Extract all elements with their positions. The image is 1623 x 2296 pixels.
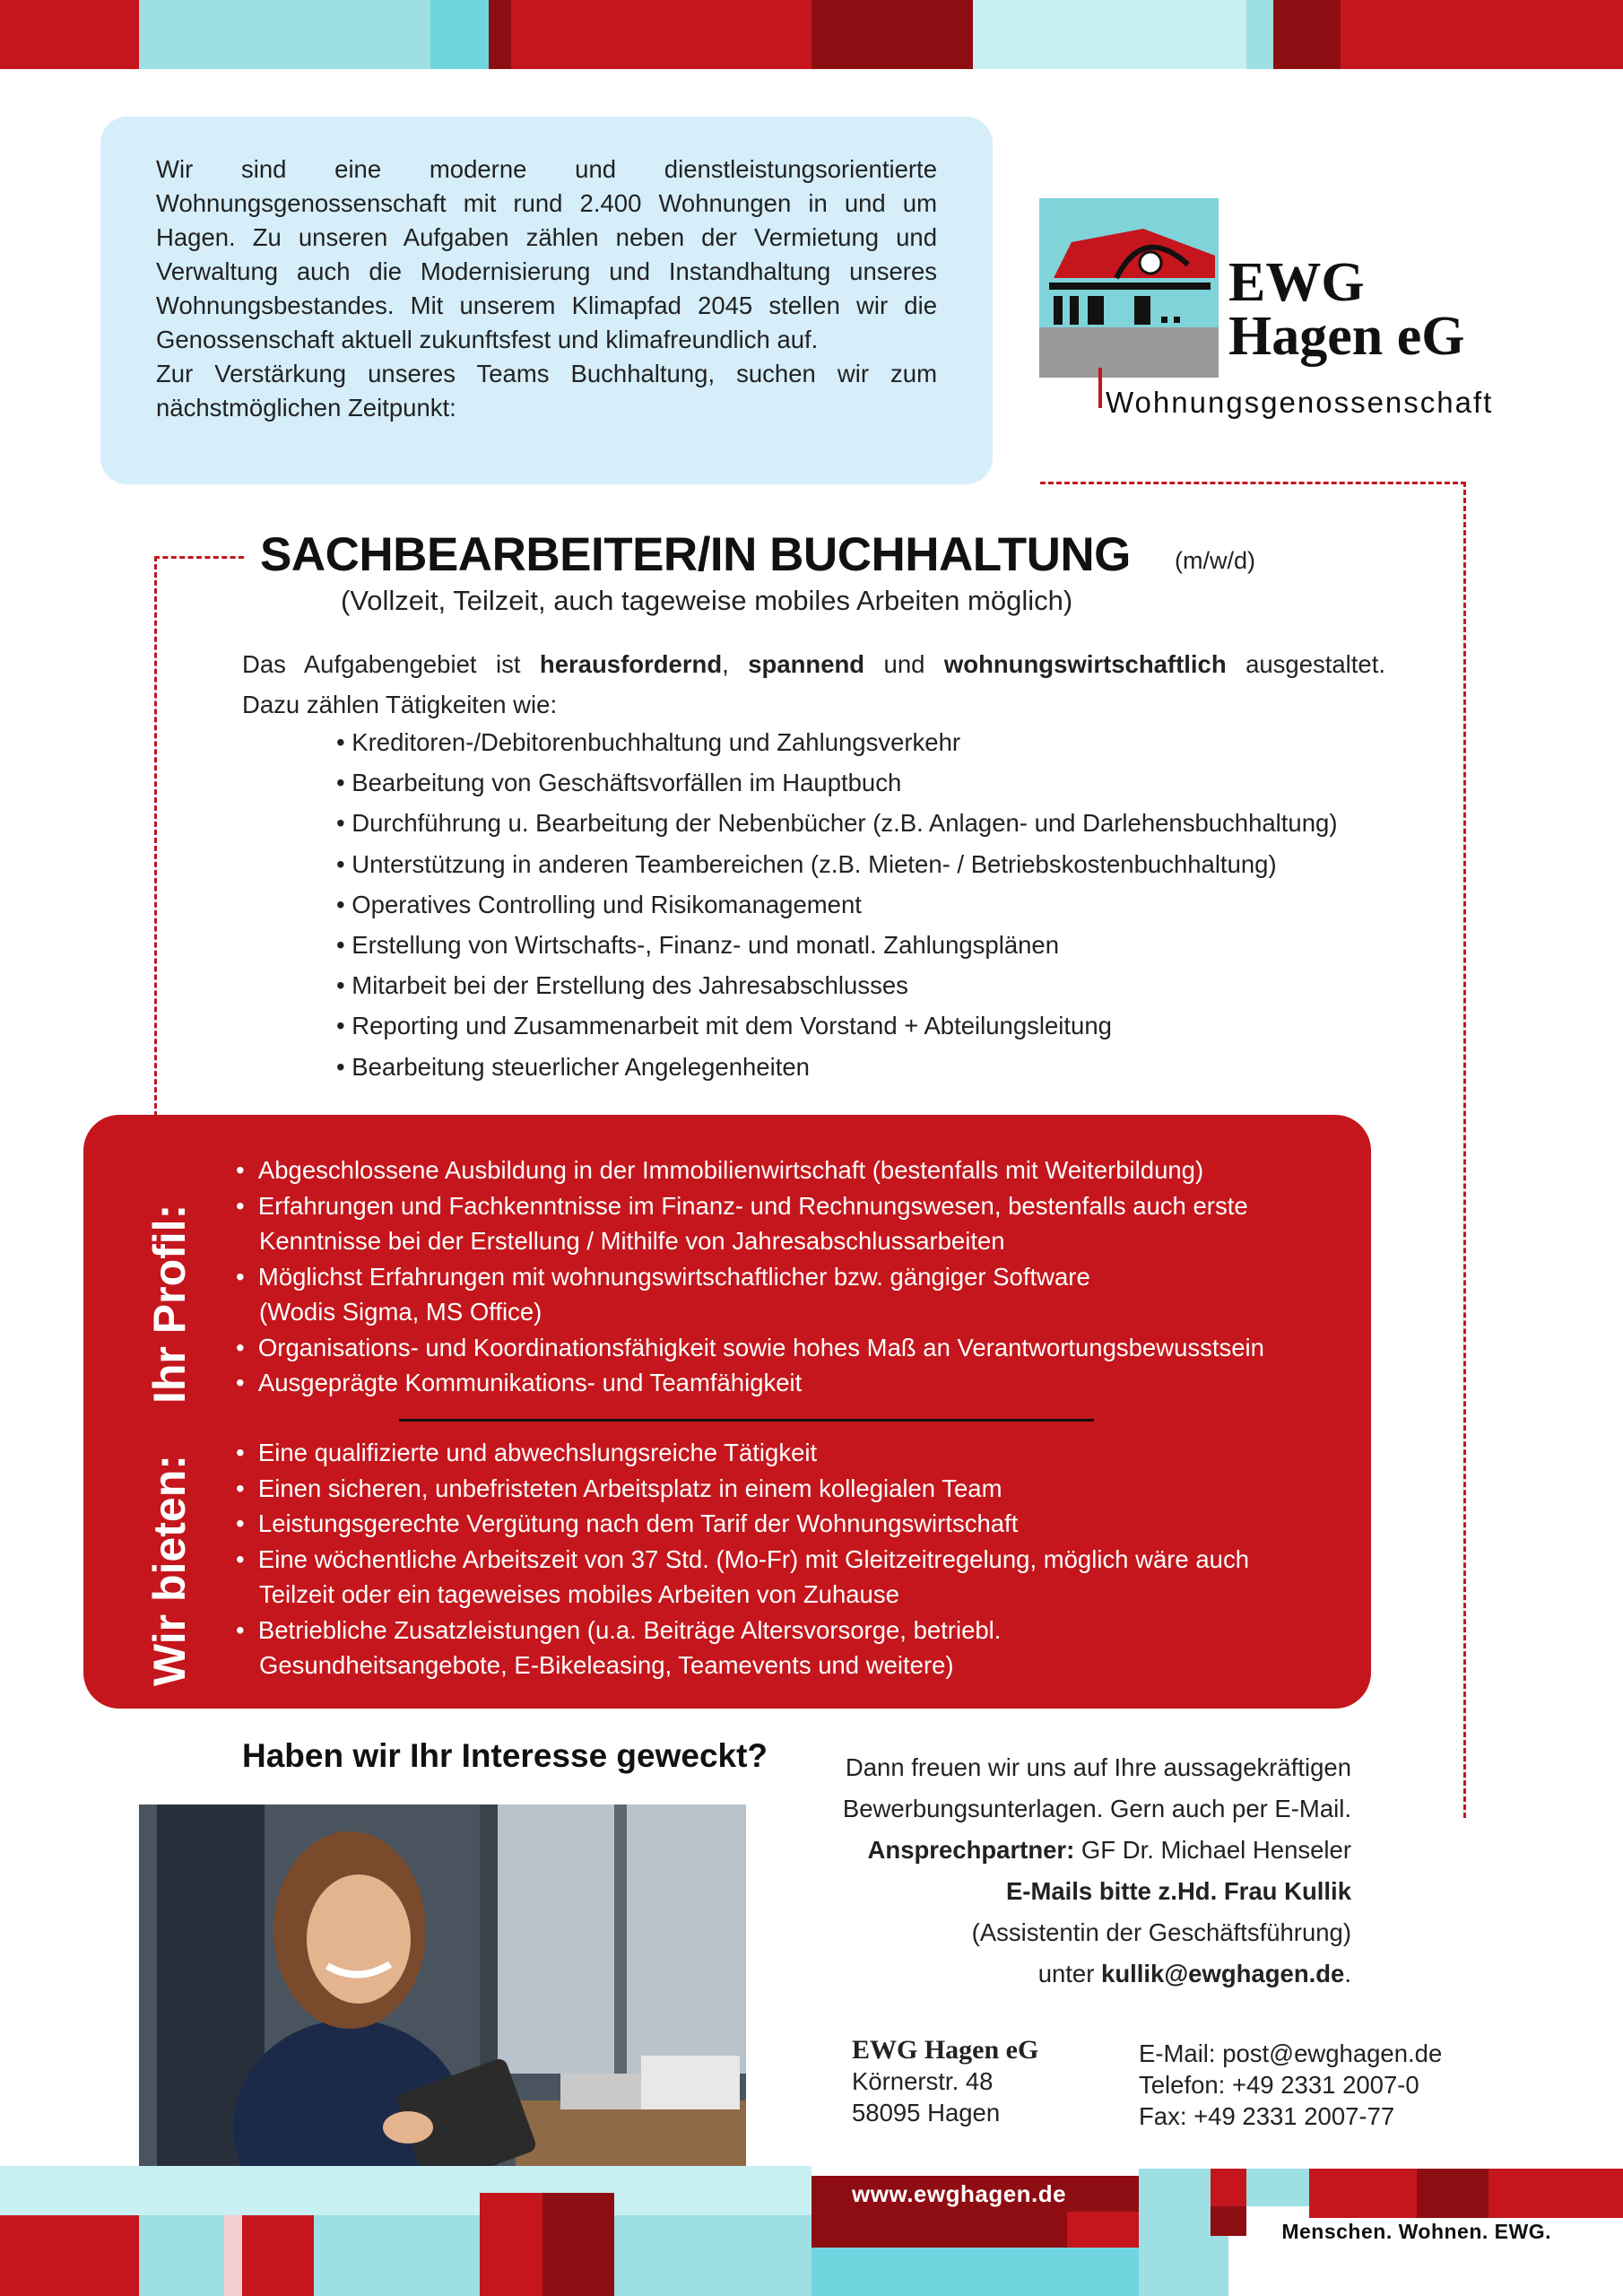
task-item: • Kreditoren-/Debitorenbuchhaltung und Zahlungsverkehr bbox=[336, 722, 1337, 762]
profile-item: • Erfahrungen und Fachkenntnisse im Finanz- und Rechnungswesen, bestenfalls auch erste Kenntnisse bei der Erstellung / Mithilfe von Jahresabschlussarbeiten bbox=[236, 1188, 1276, 1259]
website-link[interactable]: www.ewghagen.de bbox=[812, 2176, 1139, 2212]
contact-email-line bbox=[777, 1953, 1351, 1995]
task-item: • Bearbeitung steuerlicher Angelegenheiten bbox=[336, 1047, 1337, 1087]
offer-list bbox=[236, 1435, 1294, 1683]
building-logo-graphic bbox=[1036, 193, 1224, 399]
logo-accent-bar bbox=[1098, 368, 1102, 408]
logo-name-line2: Hagen eG bbox=[1228, 306, 1465, 367]
offer-label: Wir bieten: bbox=[144, 1455, 195, 1686]
profile-label: Ihr Profil: bbox=[144, 1204, 195, 1404]
frame-dash-top-right bbox=[1040, 482, 1466, 484]
address-email[interactable]: E-Mail: post@ewghagen.de bbox=[1139, 2039, 1443, 2067]
intro-call: Zur Verstärkung unseres Teams Buchhaltung, suchen wir zum nächstmöglichen Zeitpunkt: bbox=[156, 360, 937, 422]
frame-dash-right bbox=[1463, 482, 1466, 1818]
frame-dash-top-left bbox=[154, 556, 244, 559]
contact-name: GF Dr. Michael Henseler bbox=[1074, 1836, 1351, 1864]
tasks-intro-emph-2: spannend bbox=[748, 650, 865, 678]
communication-block bbox=[1139, 2038, 1442, 2132]
logo-name-line1: EWG bbox=[1228, 252, 1365, 313]
address-fax: Fax: +49 2331 2007-77 bbox=[1139, 2102, 1395, 2130]
emails-to: E-Mails bitte z.Hd. Frau Kullik bbox=[1005, 1877, 1351, 1905]
photo-illustration bbox=[139, 1805, 746, 2194]
address-block bbox=[852, 2034, 1038, 2128]
offer-item: • Eine qualifizierte und abwechslungsreiche Tätigkeit bbox=[236, 1435, 1294, 1471]
tasks-intro-line2: Dazu zählen Tätigkeiten wie: bbox=[242, 691, 558, 718]
tasks-intro bbox=[242, 644, 1385, 725]
job-title-suffix: (m/w/d) bbox=[1175, 547, 1255, 574]
footer-slogan: Menschen. Wohnen. EWG. bbox=[1281, 2220, 1551, 2243]
frame-dash-left bbox=[154, 556, 157, 1117]
intro-paragraph: Wir sind eine moderne und dienstleistungsorientierte Wohnungsgenossenschaft mit rund 2.400 Wohnungen in und um Hagen. Zu unseren Aufgaben zählen neben der Vermietung und Verwaltung auch die Modernisierung und Instandhaltung unseres Wohnungsbestandes. Mit unserem Klimapfad 2045 stellen wir die Genossenschaft aktuell zukunftsfest und klimafreundlich auf. bbox=[156, 155, 937, 353]
offer-item: • Eine wöchentliche Arbeitszeit von 37 Std. (Mo-Fr) mit Gleitzeitregelung, möglich wäre auch Teilzeit oder ein tageweises mobiles Arbeiten von Zuhause bbox=[236, 1542, 1258, 1613]
tasks-intro-text: Das Aufgabengebiet ist bbox=[242, 650, 540, 678]
profile-item: • Ausgeprägte Kommunikations- und Teamfähigkeit bbox=[236, 1365, 1330, 1401]
task-item: • Unterstützung in anderen Teambereichen (z.B. Mieten- / Betriebskostenbuchhaltung) bbox=[336, 844, 1337, 884]
job-title: SACHBEARBEITER/IN BUCHHALTUNG bbox=[260, 528, 1131, 581]
address-org: EWG Hagen eG bbox=[852, 2035, 1039, 2065]
tasks-intro-end: ausgestaltet. bbox=[1226, 650, 1386, 678]
logo-name bbox=[1228, 252, 1465, 367]
task-list bbox=[336, 722, 1337, 1087]
address-phone: Telefon: +49 2331 2007-0 bbox=[1139, 2071, 1419, 2099]
contact-person bbox=[777, 1830, 1351, 1871]
offer-item: • Einen sicheren, unbefristeten Arbeitsplatz in einem kollegialen Team bbox=[236, 1471, 1294, 1507]
contact-email-link[interactable]: kullik@ewghagen.de bbox=[1101, 1960, 1345, 1987]
employee-photo bbox=[139, 1805, 746, 2194]
contact-block bbox=[777, 1747, 1351, 1995]
profile-item: • Organisations- und Koordinationsfähigkeit sowie hohes Maß an Verantwortungsbewusstsein bbox=[236, 1330, 1330, 1366]
contact-line2: Bewerbungsunterlagen. Gern auch per E-Mail. bbox=[842, 1795, 1351, 1822]
profile-item: • Abgeschlossene Ausbildung in der Immobilienwirtschaft (bestenfalls mit Weiterbildung) bbox=[236, 1152, 1330, 1188]
offer-item: • Betriebliche Zusatzleistungen (u.a. Beiträge Altersvorsorge, betriebl. Gesundheitsangebote, E-Bikeleasing, Teamevents und weitere) bbox=[236, 1613, 1186, 1683]
address-street: Körnerstr. 48 bbox=[852, 2067, 994, 2095]
address-city: 58095 Hagen bbox=[852, 2099, 1001, 2126]
task-item: • Operatives Controlling und Risikomanagement bbox=[336, 884, 1337, 925]
task-item: • Durchführung u. Bearbeitung der Nebenbücher (z.B. Anlagen- und Darlehensbuchhaltung) bbox=[336, 803, 1337, 843]
contact-role: (Assistentin der Geschäftsführung) bbox=[971, 1918, 1351, 1946]
profile-item: • Möglichst Erfahrungen mit wohnungswirtschaftlicher bzw. gängiger Software (Wodis Sigma, MS Office) bbox=[236, 1259, 1150, 1330]
email-suffix: . bbox=[1344, 1960, 1351, 1987]
task-item: • Mitarbeit bei der Erstellung des Jahresabschlusses bbox=[336, 965, 1337, 1005]
interest-headline: Haben wir Ihr Interesse geweckt? bbox=[242, 1737, 768, 1774]
company-logo bbox=[1036, 193, 1502, 435]
profile-list bbox=[236, 1152, 1330, 1401]
logo-subtitle: Wohnungsgenossenschaft bbox=[1106, 386, 1494, 419]
task-item: • Erstellung von Wirtschafts-, Finanz- und monatl. Zahlungsplänen bbox=[336, 925, 1337, 965]
offer-item: • Leistungsgerechte Vergütung nach dem Tarif der Wohnungswirtschaft bbox=[236, 1506, 1294, 1542]
contact-label: Ansprechpartner: bbox=[867, 1836, 1075, 1864]
tasks-intro-sep-1: , bbox=[722, 650, 749, 678]
tasks-intro-emph-1: herausfordernd bbox=[539, 650, 723, 678]
task-item: • Bearbeitung von Geschäftsvorfällen im Hauptbuch bbox=[336, 762, 1337, 803]
task-item: • Reporting und Zusammenarbeit mit dem Vorstand + Abteilungsleitung bbox=[336, 1005, 1337, 1046]
contact-line1: Dann freuen wir uns auf Ihre aussagekräftigen bbox=[845, 1753, 1351, 1781]
job-subtitle: (Vollzeit, Teilzeit, auch tageweise mobiles Arbeiten möglich) bbox=[341, 585, 1073, 616]
section-divider bbox=[399, 1419, 1094, 1422]
email-prefix: unter bbox=[1037, 1960, 1102, 1987]
intro-box bbox=[100, 117, 993, 484]
tasks-intro-sep-2: und bbox=[864, 650, 944, 678]
tasks-intro-emph-3: wohnungswirtschaftlich bbox=[943, 650, 1227, 678]
